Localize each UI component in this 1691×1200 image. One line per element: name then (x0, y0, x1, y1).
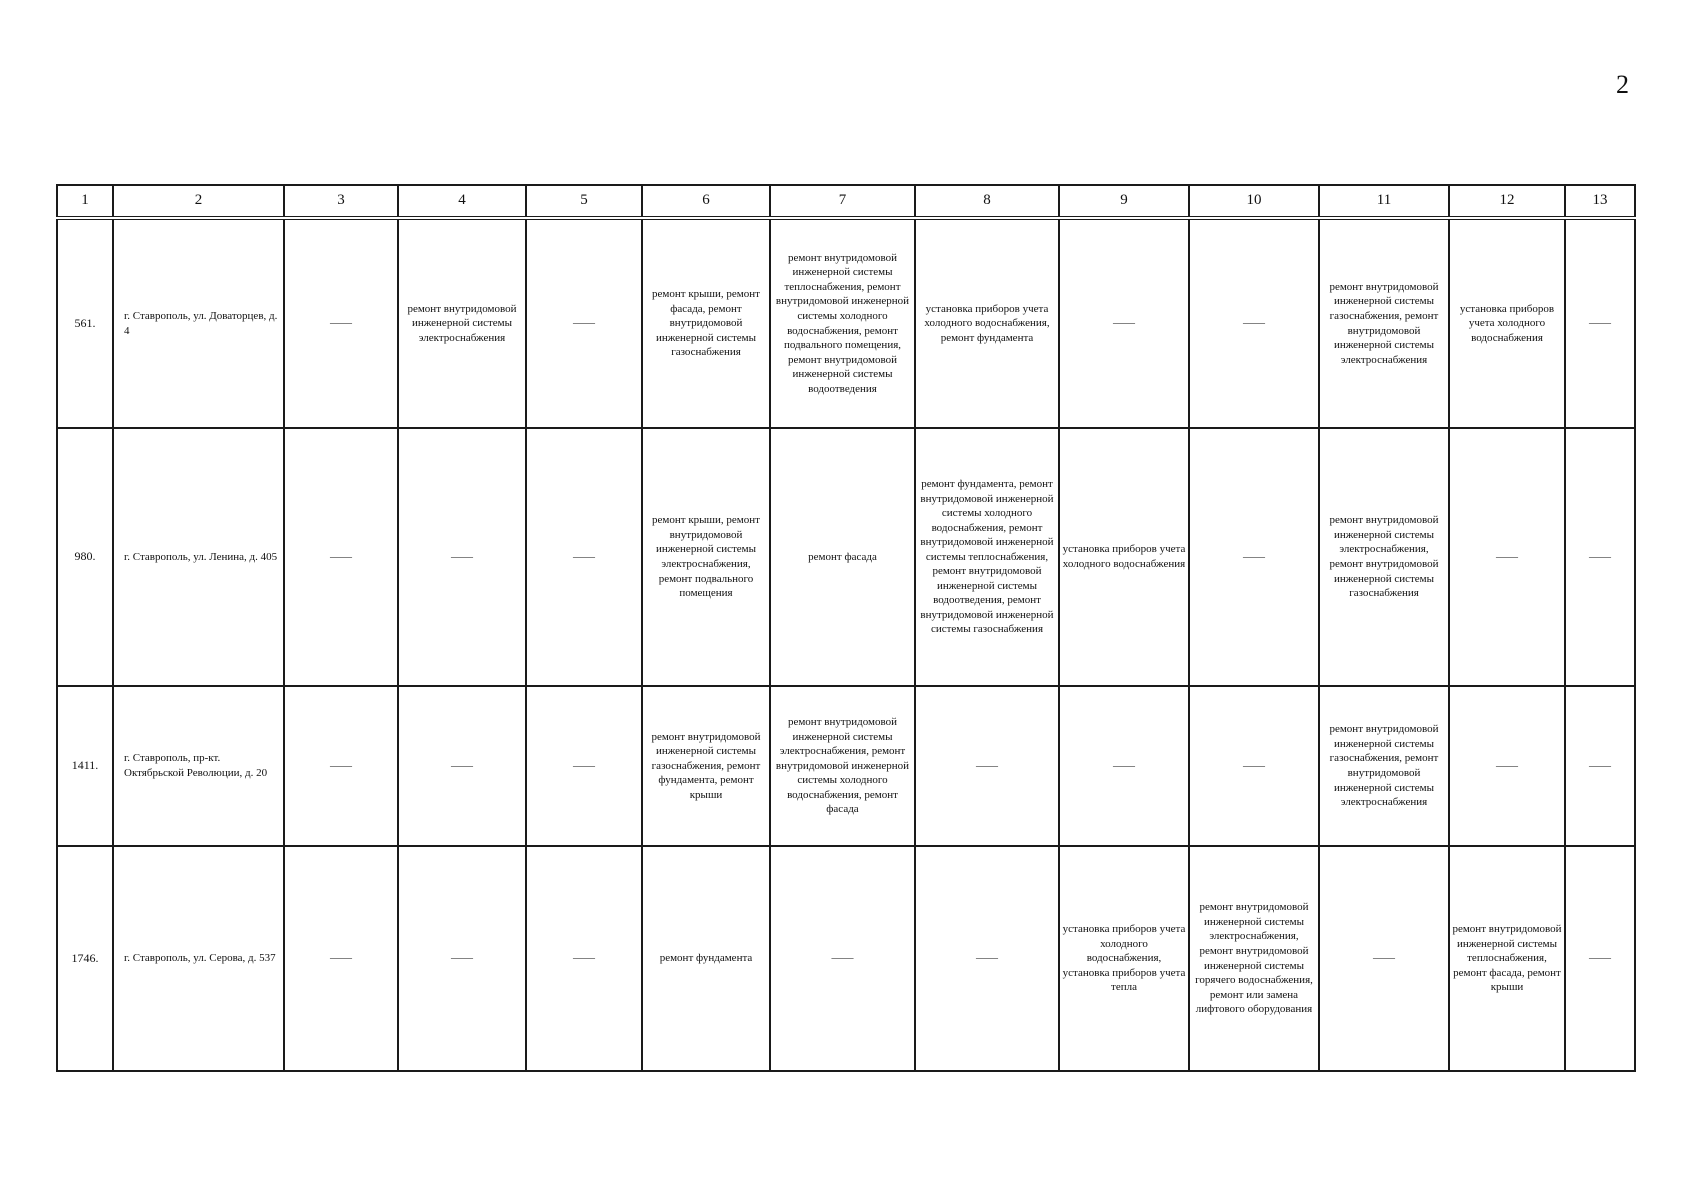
address-cell: г. Ставрополь, ул. Ленина, д. 405 (113, 428, 284, 686)
column-header-9: 9 (1059, 185, 1189, 218)
table-cell: —— (526, 846, 642, 1071)
table-row (57, 846, 1635, 1071)
table-cell: ремонт внутридомовой инженерной системы электроснабжения (398, 218, 526, 428)
column-header-6: 6 (642, 185, 770, 218)
table-cell: —— (1565, 428, 1635, 686)
column-header-7: 7 (770, 185, 915, 218)
address-cell: г. Ставрополь, ул. Доваторцев, д. 4 (113, 218, 284, 428)
column-header-10: 10 (1189, 185, 1319, 218)
table-cell: —— (398, 686, 526, 846)
table-row (57, 218, 1635, 428)
table-cell: —— (284, 218, 398, 428)
table-cell: ремонт фундамента, ремонт внутридомовой инженерной системы холодного водоснабжения, ремонт внутридомовой инженерной системы теплоснабжения, ремонт внутридомовой инженерной системы водоотведения, ремонт внутридомовой инженерной системы газоснабжения (915, 428, 1059, 686)
page-number: 2 (1616, 70, 1629, 99)
table-cell: —— (284, 846, 398, 1071)
table-cell: ремонт крыши, ремонт внутридомовой инженерной системы электроснабжения, ремонт подвального помещения (642, 428, 770, 686)
table-cell: —— (1059, 686, 1189, 846)
address-cell: г. Ставрополь, пр-кт. Октябрьской Революции, д. 20 (113, 686, 284, 846)
table-cell: ремонт внутридомовой инженерной системы газоснабжения, ремонт внутридомовой инженерной системы электроснабжения (1319, 686, 1449, 846)
column-header-11: 11 (1319, 185, 1449, 218)
table-cell: —— (770, 846, 915, 1071)
row-number: 1746. (57, 846, 113, 1071)
table-cell: ремонт внутридомовой инженерной системы теплоснабжения, ремонт внутридомовой инженерной системы холодного водоснабжения, ремонт подвального помещения, ремонт внутридомовой инженерной системы водоотведения (770, 218, 915, 428)
column-header-5: 5 (526, 185, 642, 218)
table-cell: —— (1565, 686, 1635, 846)
table-cell: ремонт внутридомовой инженерной системы электроснабжения, ремонт внутридомовой инженерной системы газоснабжения (1319, 428, 1449, 686)
table-cell: ремонт внутридомовой инженерной системы газоснабжения, ремонт фундамента, ремонт крыши (642, 686, 770, 846)
table-cell: —— (1189, 686, 1319, 846)
column-header-1: 1 (57, 185, 113, 218)
table-row (57, 686, 1635, 846)
column-header-13: 13 (1565, 185, 1635, 218)
table-cell: ремонт крыши, ремонт фасада, ремонт внутридомовой инженерной системы газоснабжения (642, 218, 770, 428)
table-cell: —— (526, 218, 642, 428)
row-number: 1411. (57, 686, 113, 846)
table-cell: —— (1449, 428, 1565, 686)
table-cell: —— (1319, 846, 1449, 1071)
table-cell: —— (1565, 846, 1635, 1071)
table-cell: ремонт фасада (770, 428, 915, 686)
column-header-3: 3 (284, 185, 398, 218)
repair-schedule-table (56, 184, 1636, 1072)
table-cell: ремонт фундамента (642, 846, 770, 1071)
table-cell: ремонт внутридомовой инженерной системы электроснабжения, ремонт внутридомовой инженерной системы горячего водоснабжения, ремонт или замена лифтового оборудования (1189, 846, 1319, 1071)
table-row (57, 428, 1635, 686)
table-cell: установка приборов учета холодного водоснабжения, ремонт фундамента (915, 218, 1059, 428)
table-cell: установка приборов учета холодного водоснабжения (1059, 428, 1189, 686)
table-cell: ремонт внутридомовой инженерной системы газоснабжения, ремонт внутридомовой инженерной системы электроснабжения (1319, 218, 1449, 428)
table-cell: ремонт внутридомовой инженерной системы электроснабжения, ремонт внутридомовой инженерной системы холодного водоснабжения, ремонт фасада (770, 686, 915, 846)
column-header-12: 12 (1449, 185, 1565, 218)
table-cell: —— (284, 686, 398, 846)
column-header-8: 8 (915, 185, 1059, 218)
row-number: 980. (57, 428, 113, 686)
row-number: 561. (57, 218, 113, 428)
table-cell: —— (398, 428, 526, 686)
table-cell: —— (915, 846, 1059, 1071)
header-row (57, 185, 1635, 218)
table-cell: —— (526, 428, 642, 686)
table-cell: —— (1189, 428, 1319, 686)
table-cell: —— (1565, 218, 1635, 428)
table-cell: —— (284, 428, 398, 686)
address-cell: г. Ставрополь, ул. Серова, д. 537 (113, 846, 284, 1071)
table-cell: —— (1449, 686, 1565, 846)
table-cell: —— (1189, 218, 1319, 428)
column-header-2: 2 (113, 185, 284, 218)
table-cell: установка приборов учета холодного водоснабжения (1449, 218, 1565, 428)
table-cell: —— (915, 686, 1059, 846)
table-cell: установка приборов учета холодного водоснабжения, установка приборов учета тепла (1059, 846, 1189, 1071)
table-cell: —— (398, 846, 526, 1071)
table-cell: —— (526, 686, 642, 846)
table-cell: —— (1059, 218, 1189, 428)
table-cell: ремонт внутридомовой инженерной системы теплоснабжения, ремонт фасада, ремонт крыши (1449, 846, 1565, 1071)
column-header-4: 4 (398, 185, 526, 218)
